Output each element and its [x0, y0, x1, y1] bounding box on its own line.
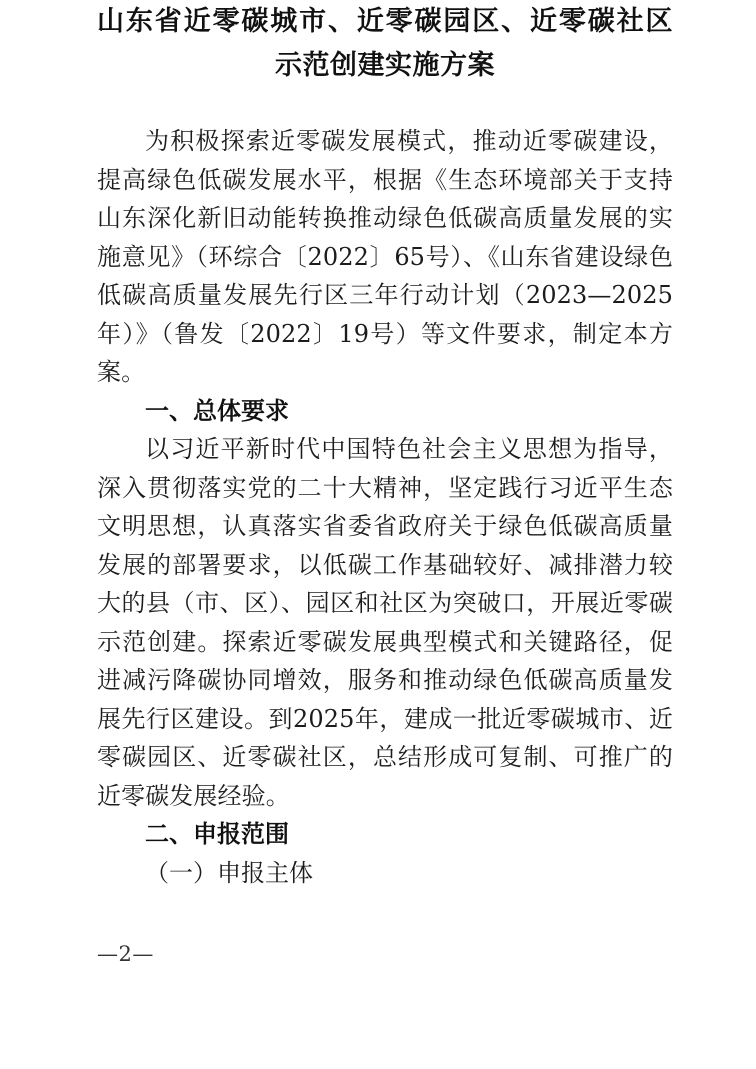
subsection-heading-1: （一）申报主体: [145, 858, 313, 887]
page-title-line-2: 示范创建实施方案: [275, 50, 495, 81]
page-title-line-1: 山东省近零碳城市、近零碳园区、近零碳社区: [97, 6, 673, 37]
document-body: [97, 0, 673, 892]
section-heading-2: 二、申报范围: [145, 820, 289, 848]
section-heading-1: 一、总体要求: [145, 396, 289, 425]
page-title: [97, 0, 673, 88]
section-1-body: 以习近平新时代中国特色社会主义思想为指导，深入贯彻落实党的二十大精神，坚定践行习近平生态文明思想，认真落实省委省政府关于绿色低碳高质量发展的部署要求，以低碳工作基础较好、减排潜力较大的县（市、区）、园区和社区为突破口，开展近零碳示范创建。探索近零碳发展典型模式和关键路径，促进减污降碳协同增效，服务和推动绿色低碳高质量发展先行区建设。到2025年，建成一批近零碳城市、近零碳园区、近零碳社区，总结形成可复制、可推广的近零碳发展经验。: [97, 435, 673, 810]
title-body-spacer: [97, 88, 673, 122]
intro-paragraph: 为积极探索近零碳发展模式，推动近零碳建设，提高绿色低碳发展水平，根据《生态环境部关于支持山东深化新旧动能转换推动绿色低碳高质量发展的实施意见》（环综合〔2022〕65号）、《山东省建设绿色低碳高质量发展先行区三年行动计划（2023—2025年）》（鲁发〔2022〕19号）等文件要求，制定本方案。: [97, 127, 673, 386]
page-number-footer: —2—: [97, 942, 154, 966]
